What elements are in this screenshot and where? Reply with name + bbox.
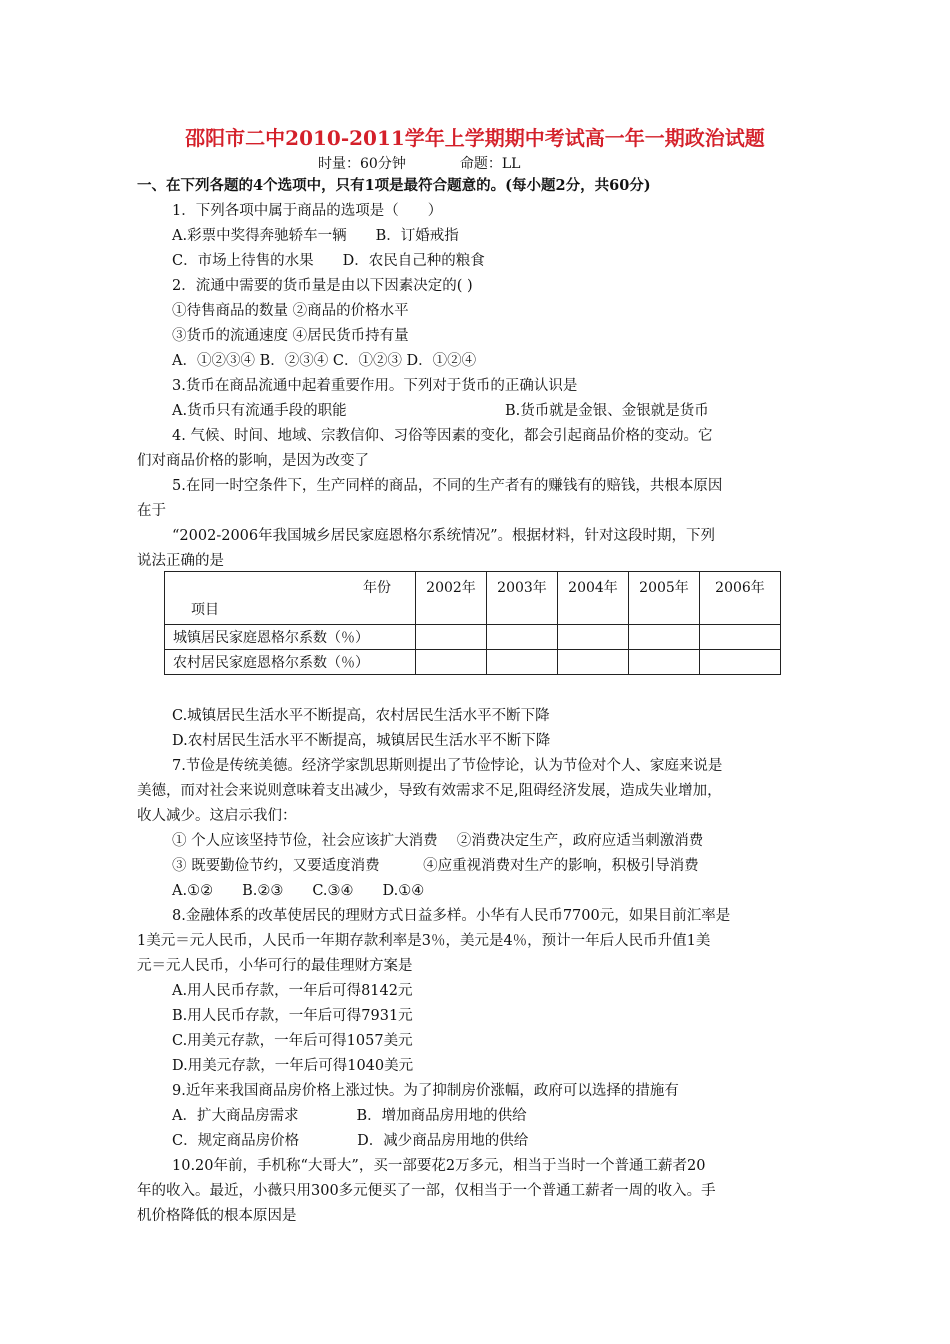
exam-author: 命题：LL — [459, 156, 521, 172]
table-year-2002: 2002年 — [416, 572, 487, 625]
q8-option-d: D.用美元存款，一年后可得1040美元 — [172, 1058, 414, 1074]
q5-line-2: 在于 — [137, 503, 166, 519]
q6-line-2: 说法正确的是 — [137, 553, 224, 569]
table-cell — [558, 650, 629, 675]
table-cell — [558, 625, 629, 650]
q8-option-a: A.用人民币存款，一年后可得8142元 — [172, 983, 413, 999]
q2-items-34: ③货币的流通速度 ④居民货币持有量 — [172, 328, 409, 344]
engel-coefficient-table — [164, 571, 781, 675]
table-cell — [629, 650, 700, 675]
table-cell — [416, 650, 487, 675]
table-year-2006: 2006年 — [700, 572, 781, 625]
q3-option-a: A.货币只有流通手段的职能 — [172, 403, 347, 419]
q10-line-2: 年的收入。最近，小薇只用300多元便买了一部，仅相当于一个普通工薪者一周的收入。手 — [137, 1183, 716, 1199]
table-header-year: 年份 — [363, 580, 391, 596]
q6-line-1: “2002-2006年我国城乡居民家庭恩格尔系统情况”。根据材料，针对这段时期，下列 — [172, 528, 716, 544]
q1-stem: 1．下列各项中属于商品的选项是（ ） — [172, 203, 443, 219]
q3-option-b: B.货币就是金银、金银就是货币 — [505, 403, 709, 419]
exam-time: 时量：60分钟 — [318, 156, 406, 172]
table-row-label-rural: 农村居民家庭恩格尔系数（％） — [165, 650, 416, 675]
q7-items-34: ③ 既要勤俭节约，又要适度消费 ④应重视消费对生产的影响，积极引导消费 — [172, 858, 699, 874]
exam-meta — [318, 153, 520, 173]
q8-line-2: 1美元＝元人民币，人民币一年期存款利率是3％，美元是4％，预计一年后人民币升值1美 — [137, 933, 711, 949]
table-corner-cell — [165, 572, 416, 625]
q3-stem: 3.货币在商品流通中起着重要作用。下列对于货币的正确认识是 — [172, 378, 578, 394]
table-cell — [487, 650, 558, 675]
q7-line-2: 美德，而对社会来说则意味着支出减少，导致有效需求不足,阻碍经济发展，造成失业增加， — [137, 783, 722, 799]
q1-options-ab: A.彩票中奖得奔驰轿车一辆 B．订婚戒指 — [172, 228, 459, 244]
table-header-item: 项目 — [191, 602, 219, 618]
section-1-heading: 一、在下列各题的4个选项中，只有1项是最符合题意的。(每小题2分，共60分) — [137, 177, 651, 194]
q7-options: A.①② B.②③ C.③④ D.①④ — [172, 883, 425, 899]
table-cell — [700, 625, 781, 650]
table-header-row — [165, 572, 781, 625]
table-row — [165, 625, 781, 650]
table-year-2004: 2004年 — [558, 572, 629, 625]
q6-option-c: C.城镇居民生活水平不断提高，农村居民生活水平不断下降 — [172, 708, 550, 724]
q10-line-1: 10.20年前，手机称“大哥大”，买一部要花2万多元，相当于当时一个普通工薪者20 — [172, 1158, 706, 1174]
table-cell — [629, 625, 700, 650]
q2-items-12: ①待售商品的数量 ②商品的价格水平 — [172, 303, 409, 319]
q8-line-1: 8.金融体系的改革使居民的理财方式日益多样。小华有人民币7700元，如果目前汇率是 — [172, 908, 731, 924]
q1-options-cd: C．市场上待售的水果 D．农民自己种的粮食 — [172, 253, 485, 269]
q2-options: A．①②③④ B．②③④ C．①②③ D．①②④ — [172, 353, 477, 369]
q9-stem: 9.近年来我国商品房价格上涨过快。为了抑制房价涨幅，政府可以选择的措施有 — [172, 1083, 679, 1099]
table-cell — [416, 625, 487, 650]
table-row-label-urban: 城镇居民家庭恩格尔系数（％） — [165, 625, 416, 650]
q9-options-ab: A．扩大商品房需求 B．增加商品房用地的供给 — [172, 1108, 527, 1124]
q2-stem: 2．流通中需要的货币量是由以下因素决定的( ) — [172, 278, 473, 294]
q7-items-12: ① 个人应该坚持节俭，社会应该扩大消费 ②消费决定生产，政府应适当刺激消费 — [172, 833, 704, 849]
exam-title: 邵阳市二中2010-2011学年上学期期中考试高一年一期政治试题 — [185, 126, 765, 150]
q10-line-3: 机价格降低的根本原因是 — [137, 1208, 297, 1224]
q5-line-1: 5.在同一时空条件下，生产同样的商品，不同的生产者有的赚钱有的赔钱，共根本原因 — [172, 478, 723, 494]
table-cell — [700, 650, 781, 675]
q8-option-b: B.用人民币存款，一年后可得7931元 — [172, 1008, 413, 1024]
q7-line-3: 收人减少。这启示我们： — [137, 808, 297, 824]
q6-option-d: D.农村居民生活水平不断提高，城镇居民生活水平不断下降 — [172, 733, 551, 749]
q4-line-1: 4. 气候、时间、地域、宗教信仰、习俗等因素的变化，都会引起商品价格的变动。它 — [172, 428, 713, 444]
q9-options-cd: C．规定商品房价格 D．减少商品房用地的供给 — [172, 1133, 529, 1149]
table-cell — [487, 625, 558, 650]
q7-line-1: 7.节俭是传统美德。经济学家凯思斯则提出了节俭悖论，认为节俭对个人、家庭来说是 — [172, 758, 723, 774]
table-year-2005: 2005年 — [629, 572, 700, 625]
q4-line-2: 们对商品价格的影响，是因为改变了 — [137, 453, 369, 469]
q8-line-3: 元＝元人民币，小华可行的最佳理财方案是 — [137, 958, 413, 974]
table-year-2003: 2003年 — [487, 572, 558, 625]
q8-option-c: C.用美元存款，一年后可得1057美元 — [172, 1033, 413, 1049]
table-row — [165, 650, 781, 675]
